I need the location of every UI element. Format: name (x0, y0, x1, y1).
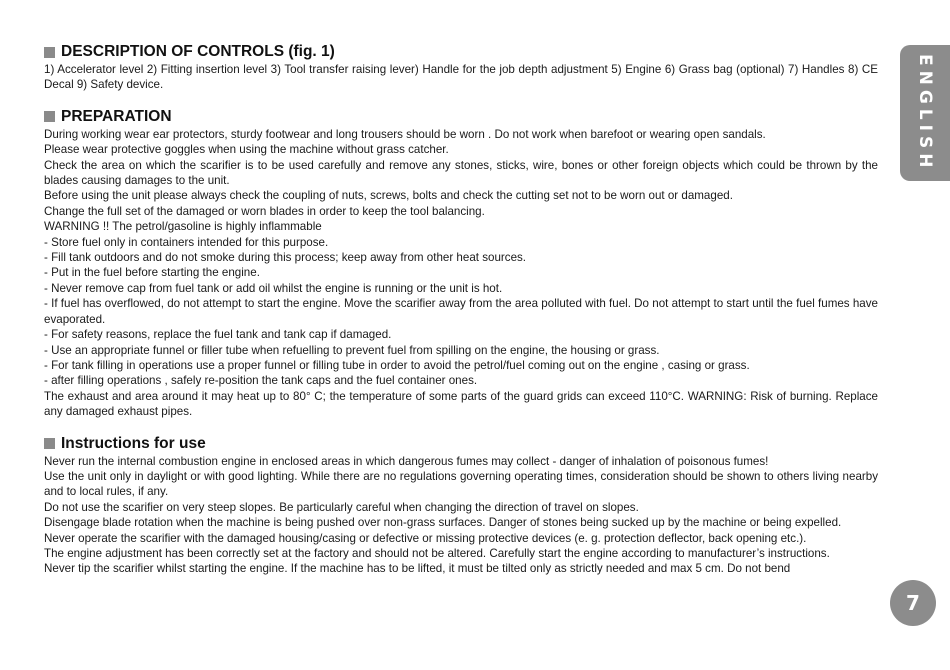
paragraph: - Store fuel only in containers intended for this purpose. (44, 235, 329, 249)
paragraph: Check the area on which the scarifier is to be used carefully and remove any stones, sticks, wire, bones or other foreign objects which could be thrown by the blades causing damages to the unit. (44, 158, 878, 188)
bullet-square-icon (44, 47, 55, 58)
section-heading (44, 42, 878, 62)
section-instructions (44, 434, 878, 577)
paragraph: - after filling operations , safely re-position the tank caps and the fuel container ones. (44, 374, 478, 388)
paragraph: Never operate the scarifier with the damaged housing/casing or defective or missing protective devices (e. g. protection deflector, back opening etc.). (44, 531, 807, 545)
section-preparation (44, 107, 878, 420)
paragraph: Never run the internal combustion engine in enclosed areas in which dangerous fumes may collect - danger of inhalation of poisonous fumes! (44, 454, 769, 468)
paragraph: Never tip the scarifier whilst starting the engine. If the machine has to be lifted, it must be tilted only as strictly needed and max 5 cm. Do not bend (44, 562, 791, 576)
section-heading (44, 434, 878, 454)
paragraph: Before using the unit please always check the coupling of nuts, screws, bolts and check the cutting set not to be worn out or damaged. (44, 189, 733, 203)
page-number: 7 (890, 580, 936, 626)
paragraph: Disengage blade rotation when the machine is being pushed over non-grass surfaces. Danger of stones being sucked up by the machine or being expelled. (44, 516, 842, 530)
paragraph: The engine adjustment has been correctly set at the factory and should not be altered. Carefully start the engine according to manufacturer’s instructions. (44, 546, 830, 560)
bullet-square-icon (44, 111, 55, 122)
section-title-controls: DESCRIPTION OF CONTROLS (fig. 1) (61, 43, 335, 60)
paragraph: WARNING !! The petrol/gasoline is highly inflammable (44, 220, 322, 234)
paragraph: Change the full set of the damaged or worn blades in order to keep the tool balancing. (44, 204, 485, 218)
paragraph: The exhaust and area around it may heat up to 80° C; the temperature of some parts of the guard grids can exceed 110°C. WARNING: Risk of burning. Replace any damaged exhaust pipes. (44, 389, 878, 419)
paragraph: - Put in the fuel before starting the engine. (44, 266, 260, 280)
language-tab (900, 45, 950, 181)
paragraph: - Never remove cap from fuel tank or add oil whilst the engine is running or the unit is hot. (44, 281, 503, 295)
paragraph: Do not use the scarifier on very steep slopes. Be particularly careful when changing the direction of travel on slopes. (44, 500, 639, 514)
section-title-instructions: Instructions for use (61, 434, 206, 452)
section-controls (44, 42, 878, 93)
paragraph: Use the unit only in daylight or with good lighting. While there are no regulations governing operating times, consideration should be shown to others living nearby and to local rules, if any. (44, 469, 878, 499)
section-heading (44, 107, 878, 127)
section-title-preparation: PREPARATION (61, 107, 172, 125)
section-body-instructions (44, 454, 878, 577)
paragraph: - If fuel has overflowed, do not attempt to start the engine. Move the scarifier away from the area polluted with fuel. Do not attempt to start until the fuel fumes have evaporated. (44, 297, 878, 326)
paragraph: - For tank filling in operations use a proper funnel or filling tube in order to avoid the petrol/fuel coming out on the engine , casing or grass. (44, 358, 750, 372)
paragraph: - Use an appropriate funnel or filler tube when refuelling to prevent fuel from spilling on the engine, the housing or grass. (44, 343, 660, 357)
paragraph: - Fill tank outdoors and do not smoke during this process; keep away from other heat sources. (44, 251, 527, 265)
language-tab-label: ENGLISH (915, 53, 935, 173)
manual-page (44, 42, 878, 591)
paragraph: - For safety reasons, replace the fuel tank and tank cap if damaged. (44, 328, 392, 342)
paragraph: Please wear protective goggles when using the machine without grass catcher. (44, 143, 449, 157)
bullet-square-icon (44, 438, 55, 449)
section-body-preparation (44, 127, 878, 420)
paragraph: During working wear ear protectors, sturdy footwear and long trousers should be worn . Do not work when barefoot or wearing open sandals. (44, 127, 766, 141)
section-body-controls (44, 62, 878, 93)
paragraph: 1) Accelerator level 2) Fitting insertion level 3) Tool transfer raising lever) Handle for the job depth adjustment 5) Engine 6) Grass bag (optional) 7) Handles 8) CE Decal 9) Safety device. (44, 63, 878, 92)
